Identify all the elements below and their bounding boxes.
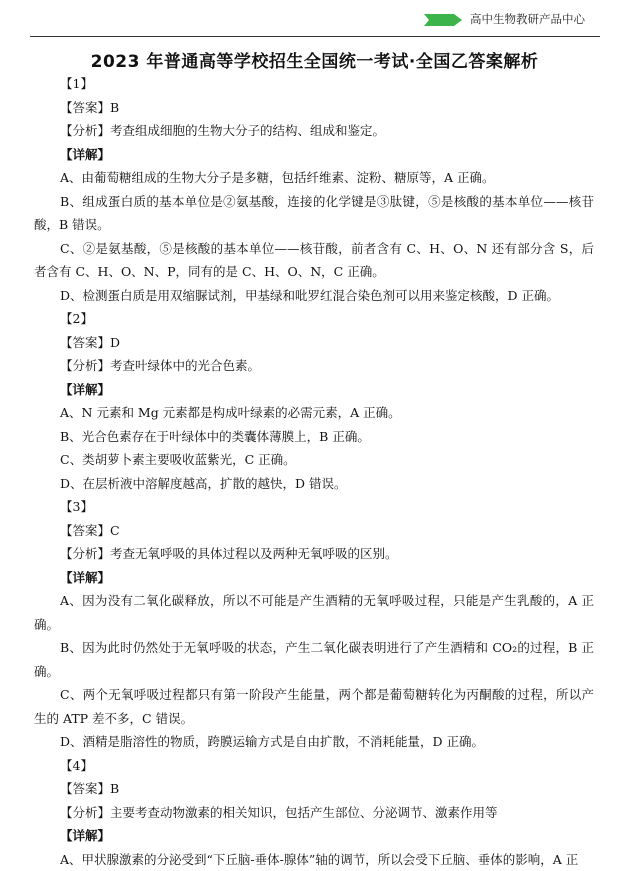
header-divider xyxy=(30,36,600,37)
answer-content xyxy=(34,72,594,871)
detail-item: A、N 元素和 Mg 元素都是构成叶绿素的必需元素，A 正确。 xyxy=(34,401,594,425)
detail-item: B、因为此时仍然处于无氧呼吸的状态，产生二氧化碳表明进行了产生酒精和 CO₂的过程，B 正确。 xyxy=(34,636,594,683)
analysis-line: 【分析】考查无氧呼吸的具体过程以及两种无氧呼吸的区别。 xyxy=(34,542,594,566)
detail-item: B、组成蛋白质的基本单位是②氨基酸，连接的化学键是③肽键，⑤是核酸的基本单位——核苷酸，B 错误。 xyxy=(34,190,594,237)
detail-heading: 【详解】 xyxy=(34,378,594,402)
detail-item: D、检测蛋白质是用双缩脲试剂，甲基绿和吡罗红混合染色剂可以用来鉴定核酸，D 正确。 xyxy=(34,284,594,308)
detail-heading: 【详解】 xyxy=(34,566,594,590)
detail-item: D、酒精是脂溶性的物质，跨膜运输方式是自由扩散，不消耗能量，D 正确。 xyxy=(34,730,594,754)
analysis-line: 【分析】考查组成细胞的生物大分子的结构、组成和鉴定。 xyxy=(34,119,594,143)
answer-line: 【答案】C xyxy=(34,519,594,543)
detail-item: A、由葡萄糖组成的生物大分子是多糖，包括纤维素、淀粉、糖原等，A 正确。 xyxy=(34,166,594,190)
detail-item: D、在层析液中溶解度越高，扩散的越快，D 错误。 xyxy=(34,472,594,496)
page-title: 2023 年普通高等学校招生全国统一考试·全国乙答案解析 xyxy=(0,47,629,72)
analysis-line: 【分析】主要考查动物激素的相关知识，包括产生部位、分泌调节、激素作用等 xyxy=(34,801,594,825)
detail-item: A、因为没有二氧化碳释放，所以不可能是产生酒精的无氧呼吸过程，只能是产生乳酸的，A 正确。 xyxy=(34,589,594,636)
answer-line: 【答案】B xyxy=(34,96,594,120)
analysis-line: 【分析】考查叶绿体中的光合色素。 xyxy=(34,354,594,378)
arrow-icon xyxy=(424,14,462,26)
detail-item: B、光合色素存在于叶绿体中的类囊体薄膜上，B 正确。 xyxy=(34,425,594,449)
question-block xyxy=(34,495,594,754)
question-block xyxy=(34,307,594,495)
question-number: 【4】 xyxy=(34,754,594,778)
question-number: 【1】 xyxy=(34,72,594,96)
question-block xyxy=(34,72,594,307)
page-header xyxy=(0,0,629,40)
detail-item: C、两个无氧呼吸过程都只有第一阶段产生能量，两个都是葡萄糖转化为丙酮酸的过程，所以产生的 ATP 差不多，C 错误。 xyxy=(34,683,594,730)
header-brand: 高中生物教研产品中心 xyxy=(470,11,585,27)
question-number: 【3】 xyxy=(34,495,594,519)
detail-item: A、甲状腺激素的分泌受到“下丘脑-垂体-腺体”轴的调节，所以会受下丘脑、垂体的影响，A 正 xyxy=(34,848,594,871)
detail-heading: 【详解】 xyxy=(34,824,594,848)
question-block xyxy=(34,754,594,871)
answer-line: 【答案】B xyxy=(34,777,594,801)
detail-item: C、类胡萝卜素主要吸收蓝紫光，C 正确。 xyxy=(34,448,594,472)
question-number: 【2】 xyxy=(34,307,594,331)
detail-item: C、②是氨基酸，⑤是核酸的基本单位——核苷酸，前者含有 C、H、O、N 还有部分含 S，后者含有 C、H、O、N、P，同有的是 C、H、O、N，C 正确。 xyxy=(34,237,594,284)
answer-line: 【答案】D xyxy=(34,331,594,355)
detail-heading: 【详解】 xyxy=(34,143,594,167)
